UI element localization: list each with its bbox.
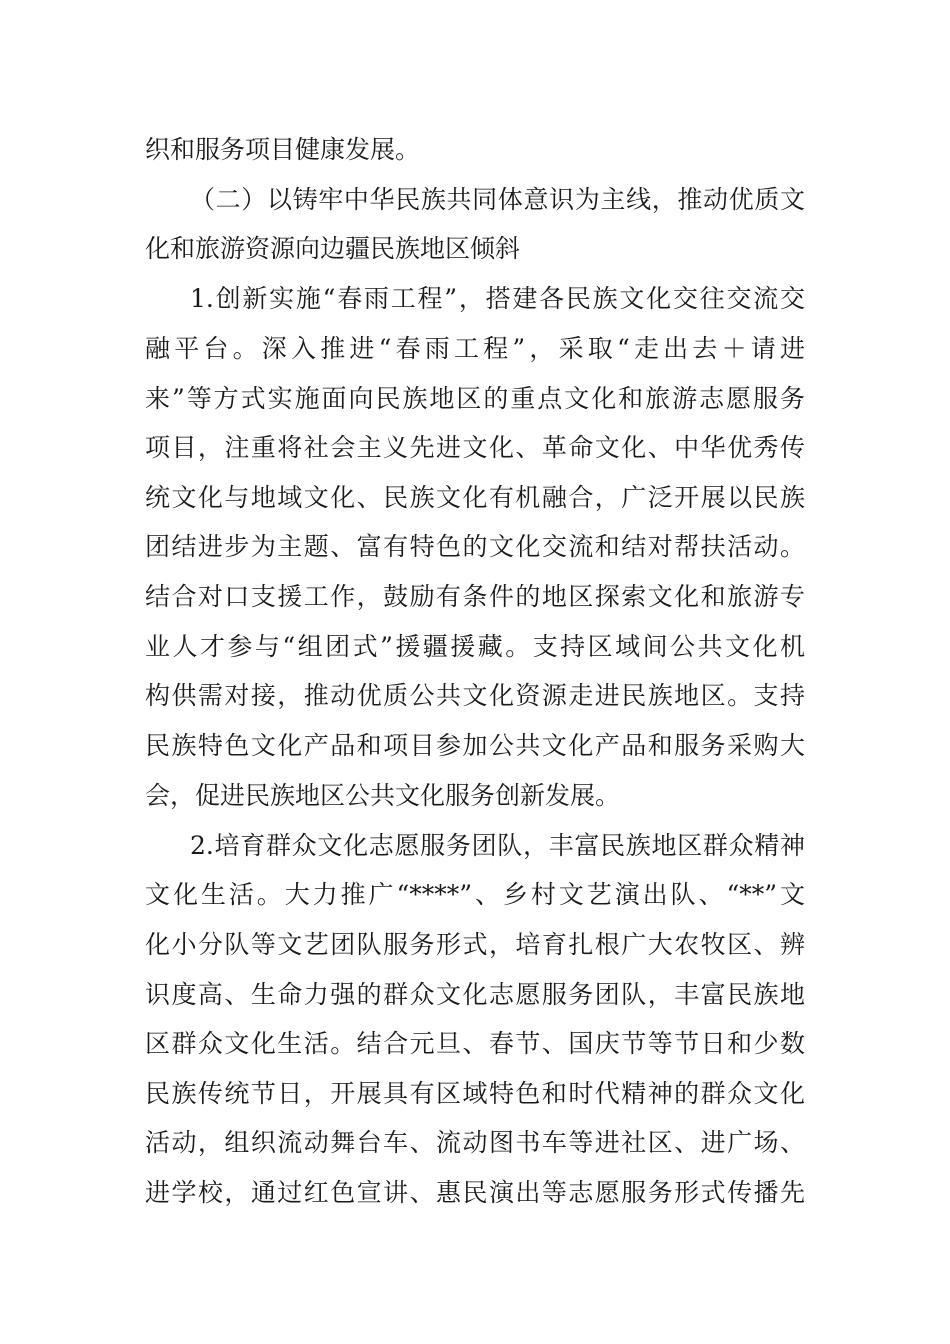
- paragraph-line: 构供需对接，推动优质公共文化资源走进民族地区。支持: [145, 681, 805, 710]
- paragraph-line: 项目，注重将社会主义先进文化、革命文化、中华优秀传: [145, 433, 805, 462]
- paragraph-line: 结合对口支援工作，鼓励有条件的地区探索文化和旅游专: [145, 582, 805, 611]
- paragraph-line: 进学校，通过红色宣讲、惠民演出等志愿服务形式传播先: [145, 1178, 805, 1207]
- paragraph-line: 区群众文化生活。结合元旦、春节、国庆节等节日和少数: [145, 1029, 805, 1058]
- paragraph-line: 民族特色文化产品和项目参加公共文化产品和服务采购大: [145, 731, 805, 760]
- paragraph-line: 2.培育群众文化志愿服务团队，丰富民族地区群众精神: [190, 831, 805, 860]
- paragraph-line: 会，促进民族地区公共文化服务创新发展。: [145, 781, 621, 810]
- paragraph-line: 融平台。深入推进“春雨工程”，采取“走出去＋请进: [145, 334, 805, 363]
- paragraph-line: 文化生活。大力推广“****”、乡村文艺演出队、“**”文: [145, 880, 805, 909]
- text-line: 织和服务项目健康发展。: [145, 135, 421, 164]
- paragraph-line: 团结进步为主题、富有特色的文化交流和结对帮扶活动。: [145, 532, 805, 561]
- paragraph-line: 活动，组织流动舞台车、流动图书车等进社区、进广场、: [145, 1128, 805, 1157]
- paragraph-line: 来”等方式实施面向民族地区的重点文化和旅游志愿服务: [145, 384, 805, 413]
- paragraph-line: 民族传统节日，开展具有区域特色和时代精神的群众文化: [145, 1079, 805, 1108]
- paragraph-line: 业人才参与“组团式”援疆援藏。支持区域间公共文化机: [145, 632, 805, 661]
- section-heading-line: 化和旅游资源向边疆民族地区倾斜: [145, 234, 521, 263]
- paragraph-line: 化小分队等文艺团队服务形式，培育扎根广大农牧区、辨: [145, 930, 805, 959]
- paragraph-line: 1.创新实施“春雨工程”，搭建各民族文化交往交流交: [190, 284, 805, 313]
- paragraph-line: 统文化与地域文化、民族文化有机融合，广泛开展以民族: [145, 483, 805, 512]
- paragraph-line: 识度高、生命力强的群众文化志愿服务团队，丰富民族地: [145, 980, 805, 1009]
- section-heading-line: （二）以铸牢中华民族共同体意识为主线，推动优质文: [190, 185, 805, 214]
